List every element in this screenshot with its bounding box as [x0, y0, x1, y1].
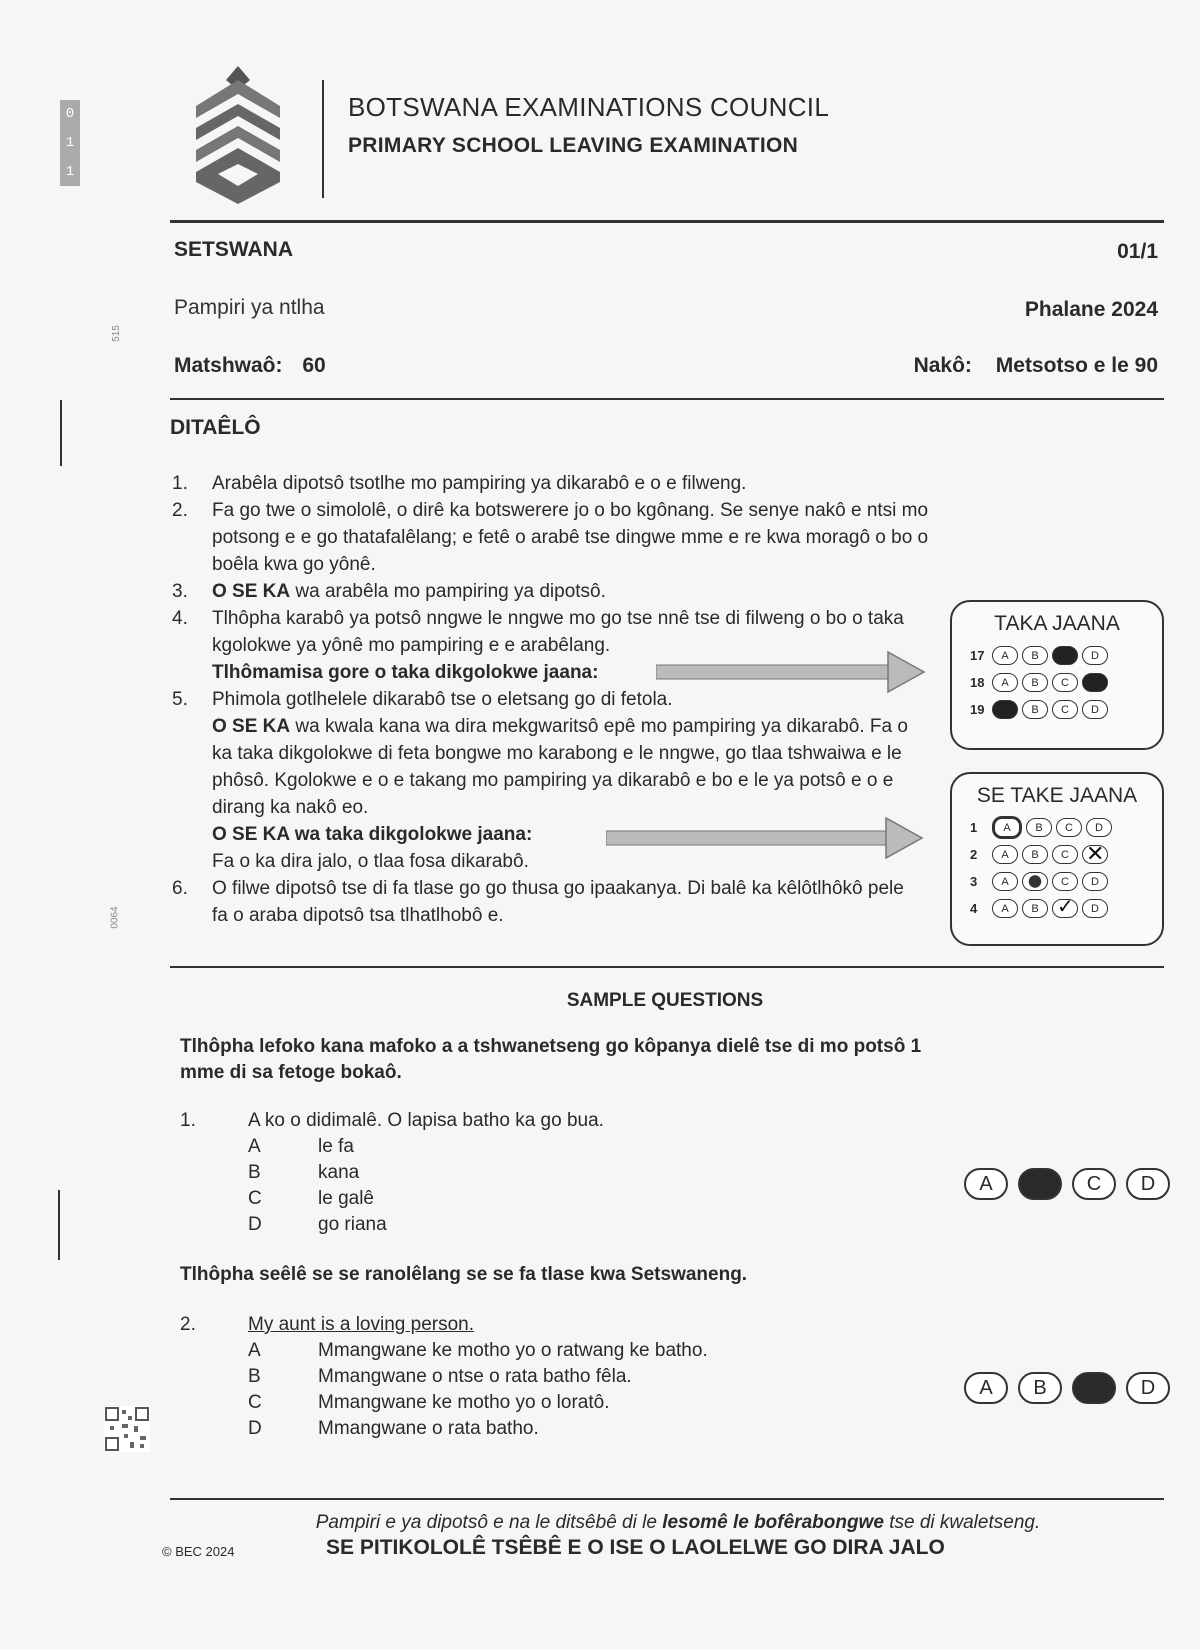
instruction-text: O filwe dipotsô tse di fa tlase go go thusa go ipaakanya. Di balê ka kêlôtlhôkô pele fa o araba dipotsô tsa tlhatlhobô e. [212, 878, 904, 926]
example-row [970, 868, 1162, 895]
instruction-number: 5. [172, 689, 188, 710]
council-name: BOTSWANA EXAMINATIONS COUNCIL [348, 92, 830, 122]
answer-bubble-filled [1018, 1168, 1062, 1200]
answer-bubble: D [1126, 1372, 1170, 1404]
answer-bubble: A [992, 845, 1018, 864]
example-row [970, 814, 1162, 841]
option-text: le fa [318, 1136, 354, 1157]
example-row [970, 895, 1162, 922]
instruction-text: Phimola gotlhelele dikarabô tse o eletsang go di fetola. [212, 689, 673, 710]
instruction-3 [172, 578, 952, 605]
qr-code-icon [104, 1406, 150, 1452]
answer-row-2 [964, 1372, 1180, 1404]
side-code-char: 1 [65, 134, 75, 151]
answer-bubble: D [1086, 818, 1112, 837]
rule [170, 220, 1164, 223]
footer-text: tse di kwaletseng. [883, 1512, 1041, 1533]
instructions-heading: DITAÊLÔ [170, 416, 261, 439]
bec-logo-icon [188, 66, 288, 206]
answer-bubble: C [1056, 818, 1082, 837]
side-mark-top: 515 [110, 325, 122, 342]
option-text: Mmangwane ke motho yo o ratwang ke batho. [318, 1340, 708, 1361]
correct-marking-example [950, 600, 1164, 750]
option-letter: B [248, 1162, 261, 1183]
answer-bubble: D [1082, 700, 1108, 719]
answer-bubble: D [1126, 1168, 1170, 1200]
time-allowed [914, 354, 1158, 378]
option-letter: A [248, 1340, 261, 1361]
row-number: 19 [970, 702, 985, 717]
answer-bubble: A [964, 1168, 1008, 1200]
row-number: 2 [970, 847, 978, 862]
option-text: Mmangwane o rata batho. [318, 1418, 539, 1439]
marks-value: 60 [302, 354, 326, 377]
answer-bubble-ticked [1052, 899, 1078, 918]
option-letter: B [248, 1366, 261, 1387]
answer-bubble: A [964, 1372, 1008, 1404]
answer-bubble: B [1026, 818, 1052, 837]
row-number: 4 [970, 901, 978, 916]
margin-bar [60, 400, 62, 466]
rule [170, 1498, 1164, 1500]
option-text: Mmangwane o ntse o rata batho fêla. [318, 1366, 632, 1387]
copyright: © BEC 2024 [162, 1544, 235, 1559]
emphasis: O SE KA wa taka dikgolokwe jaana: [212, 824, 533, 845]
marks-label [174, 354, 326, 378]
option-letter: C [248, 1188, 262, 1209]
answer-bubble-circled: A [992, 816, 1022, 839]
instruction-number: 3. [172, 581, 188, 602]
answer-bubble: A [992, 899, 1018, 918]
sample-questions-heading: SAMPLE QUESTIONS [566, 990, 764, 1011]
answer-bubble: D [1082, 872, 1108, 891]
row-number: 1 [970, 820, 978, 835]
paper-code: 01/1 [1117, 240, 1158, 263]
answer-bubble: B [1022, 646, 1048, 665]
answer-bubble: B [1022, 845, 1048, 864]
option-text: le galê [318, 1188, 374, 1209]
answer-bubble: B [1018, 1372, 1062, 1404]
question-number: 2. [180, 1314, 196, 1335]
instruction-number: 2. [172, 500, 188, 521]
instruction-text: Fa go twe o simololê, o dirê ka botswerere jo o bo kgônang. Se senye nakô e ntsi mo potsong e e go thatafalêlang; e fetê o arabê tse dingwe mme e re kwa moragô o bo o boêla kwa go yônê. [212, 500, 929, 575]
row-number: 18 [970, 675, 985, 690]
exam-name: PRIMARY SCHOOL LEAVING EXAMINATION [348, 134, 799, 157]
answer-bubble: D [1082, 899, 1108, 918]
answer-bubble-filled [1052, 646, 1078, 665]
marks-label-text: Matshwaô: [174, 354, 283, 377]
answer-bubble: C [1052, 673, 1078, 692]
answer-bubble: C [1052, 872, 1078, 891]
footer-emphasis: lesomê le bofêrabongwe [662, 1512, 884, 1533]
option-text: kana [318, 1162, 360, 1183]
side-mark-mid: 0064 [109, 906, 121, 929]
instruction-number: 4. [172, 608, 188, 629]
footer-page-count [0, 1512, 1200, 1534]
answer-bubble: A [992, 872, 1018, 891]
option-letter: D [248, 1418, 262, 1439]
instruction-1 [172, 470, 952, 497]
emphasis: O SE KA [212, 581, 291, 602]
instruction-text: Fa o ka dira jalo, o tlaa fosa dikarabô. [212, 851, 529, 872]
arrow-right-icon [606, 816, 924, 862]
side-code-strip [60, 100, 80, 186]
margin-bar [58, 1190, 60, 1260]
answer-bubble: A [992, 646, 1018, 665]
instruction-text [212, 713, 912, 821]
answer-bubble: C [1052, 845, 1078, 864]
side-code-char: 1 [65, 163, 75, 180]
example-row [970, 696, 1162, 723]
box-title: SE TAKE JAANA [976, 784, 1138, 807]
question-number: 1. [180, 1110, 196, 1131]
box-title: TAKA JAANA [994, 612, 1120, 635]
row-number: 3 [970, 874, 978, 889]
header-divider [322, 80, 324, 198]
instruction-text [212, 578, 952, 605]
instruction-text-rest: wa kwala kana wa dira mekgwaritsô epê mo pampiring ya dikarabô. Fa o ka taka dikgolokwe di feta bongwe mo karabong e le nngwe, go tlaa tshwaiwa e le phôsô. Kgolokwe e o e takang mo pampiring ya dikarabô e bo e le ya potsô e o e dirang ka nakô eo. [212, 716, 908, 818]
example-row [970, 669, 1162, 696]
answer-bubble: C [1052, 700, 1078, 719]
exam-date: Phalane 2024 [1024, 298, 1158, 321]
paper-number: Pampiri ya ntlha [174, 296, 325, 319]
emphasis: O SE KA [212, 716, 291, 737]
answer-bubble-filled [1082, 673, 1108, 692]
answer-bubble: B [1022, 899, 1048, 918]
emphasis: Tlhômamisa gore o taka dikgolokwe jaana: [212, 662, 599, 683]
answer-bubble: C [1072, 1168, 1116, 1200]
subject: SETSWANA [174, 238, 294, 261]
answer-bubble: B [1022, 700, 1048, 719]
rule [170, 398, 1164, 400]
example-row [970, 642, 1162, 669]
sample-instruction-2: Tlhôpha seêlê se se ranolêlang se se fa tlase kwa Setswaneng. [180, 1264, 748, 1285]
answer-bubble-crossed [1082, 845, 1108, 864]
instruction-text-rest: wa arabêla mo pampiring ya dipotsô. [290, 581, 606, 602]
instruction-number: 1. [172, 473, 188, 494]
time-label: Nakô: [913, 354, 972, 377]
side-code-char: 0 [65, 106, 75, 123]
instruction-text: Tlhôpha karabô ya potsô nngwe le nngwe mo go tse nnê tse di filweng o bo o taka kgolokwe ya yônê mo pampiring e e arabêlang. [212, 608, 904, 656]
arrow-right-icon [656, 650, 926, 696]
option-text: go riana [318, 1214, 387, 1235]
option-letter: D [248, 1214, 262, 1235]
option-letter: A [248, 1136, 261, 1157]
incorrect-marking-example [950, 772, 1164, 946]
instruction-6 [172, 875, 912, 929]
question-1-text: A ko o didimalê. O lapisa batho ka go bua. [248, 1110, 604, 1131]
answer-bubble-filled [992, 700, 1018, 719]
time-value: Metsotso e le 90 [995, 354, 1158, 377]
option-letter: C [248, 1392, 262, 1413]
answer-row-1 [964, 1168, 1180, 1200]
sample-instruction-1: Tlhôpha lefoko kana mafoko a a tshwanetseng go kôpanya dielê tse di mo potsô 1 mme di sa fetoge bokaô. [180, 1036, 922, 1083]
question-2-text: My aunt is a loving person. [248, 1314, 475, 1335]
answer-bubble-partial [1022, 872, 1048, 891]
instruction-number: 6. [172, 878, 188, 899]
row-number: 17 [970, 648, 985, 663]
answer-bubble: B [1022, 673, 1048, 692]
answer-bubble-filled [1072, 1372, 1116, 1404]
rule [170, 966, 1164, 968]
instruction-text: Arabêla dipotsô tsotlhe mo pampiring ya dikarabô e o e filweng. [212, 473, 747, 494]
option-text: Mmangwane ke motho yo o loratô. [318, 1392, 610, 1413]
footer-notice: SE PITIKOLOLÊ TSÊBÊ E O ISE O LAOLELWE GO DIRA JALO [326, 1536, 945, 1559]
instruction-2 [172, 497, 952, 578]
answer-bubble: A [992, 673, 1018, 692]
footer-text: Pampiri e ya dipotsô e na le ditsêbê di le [315, 1512, 663, 1533]
answer-bubble: D [1082, 646, 1108, 665]
example-row [970, 841, 1162, 868]
